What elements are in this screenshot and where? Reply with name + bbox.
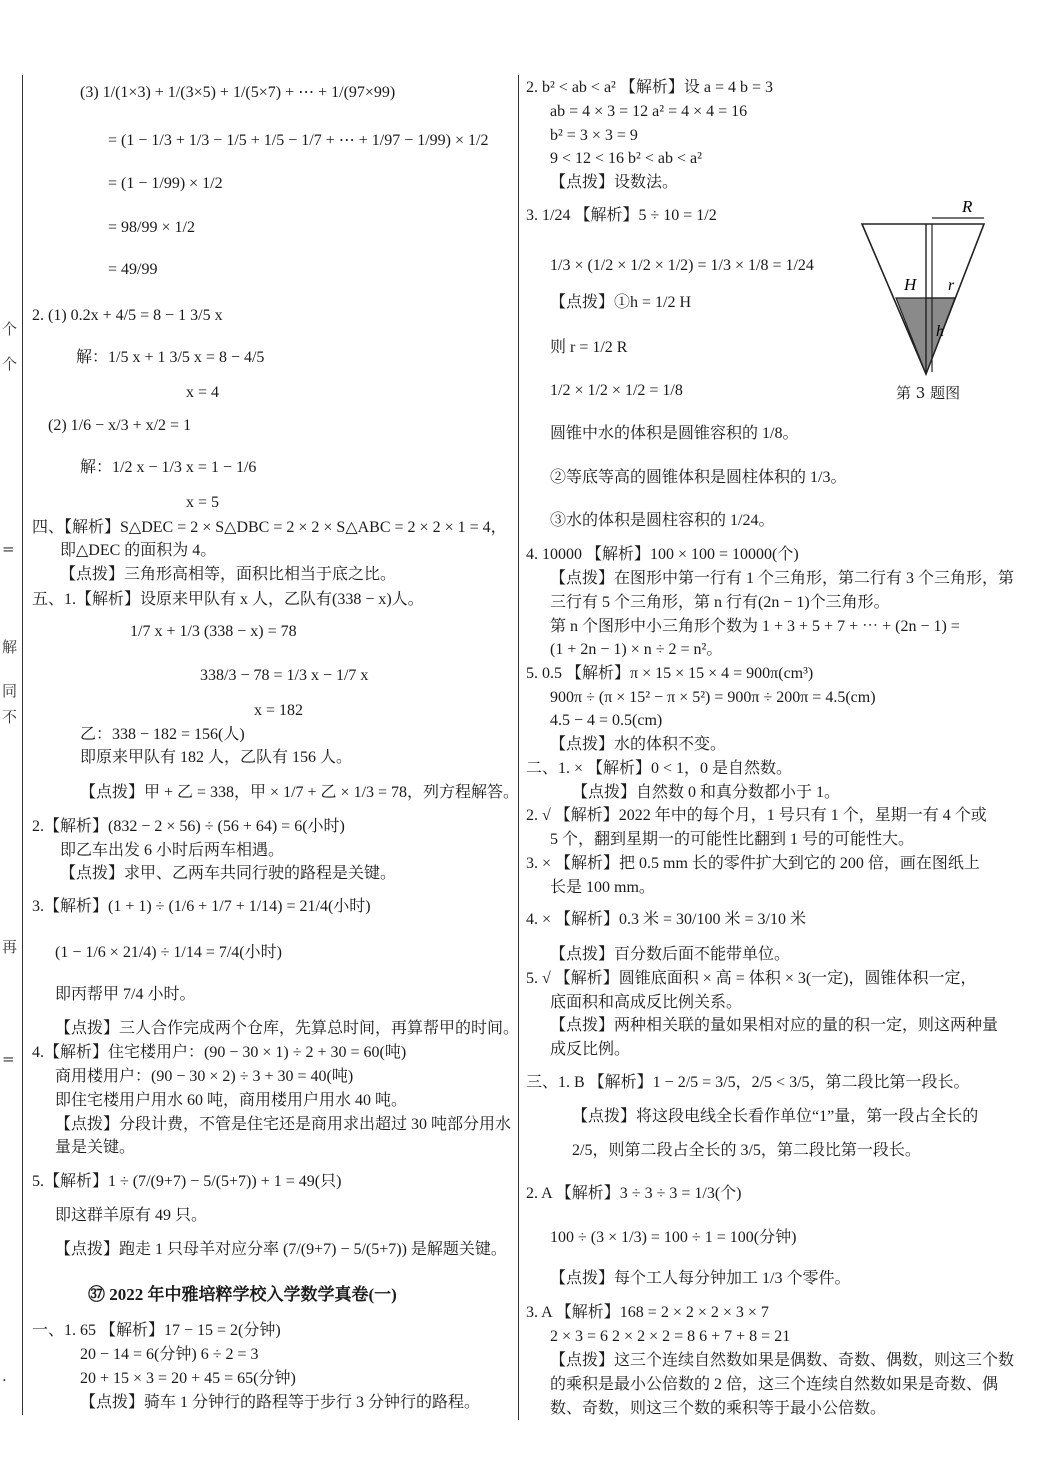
left-line-29: 商用楼用户：(90 − 30 × 2) ÷ 3 + 30 = 40(吨) [55, 1068, 354, 1085]
figure-caption: 第 3 题图 [896, 384, 961, 402]
right-line-8: 则 r = 1/2 R [550, 339, 628, 356]
left-line-3: = 98/99 × 1/2 [108, 219, 195, 236]
label-h: h [936, 323, 944, 340]
right-line-27: 长是 100 mm。 [550, 879, 655, 896]
left-line-24: 3.【解析】(1 + 1) ÷ (1/6 + 1/7 + 1/14) = 21/4(小时) [32, 898, 371, 915]
left-line-19: 即原来甲队有 182 人，乙队有 156 人。 [80, 749, 353, 766]
right-line-15: 三行有 5 个三角形，第 n 行有(2n − 1)个三角形。 [550, 594, 890, 611]
right-line-24: 2. √ 【解析】2022 年中的每个月，1 号只有 1 个，星期一有 4 个或 [526, 807, 987, 824]
right-line-33: 成反比例。 [550, 1041, 631, 1058]
left-line-39: 20 + 15 × 3 = 20 + 45 = 65(分钟) [80, 1370, 296, 1387]
right-line-28: 4. × 【解析】0.3 米 = 30/100 米 = 3/10 米 [526, 911, 806, 928]
left-line-0: (3) 1/(1×3) + 1/(3×5) + 1/(5×7) + ⋯ + 1/(97×99) [80, 84, 396, 101]
left-line-14: 五、1.【解析】设原来甲队有 x 人，乙队有(338 − x)人。 [32, 591, 424, 608]
right-line-6: 1/3 × (1/2 × 1/2 × 1/2) = 1/3 × 1/8 = 1/24 [550, 257, 814, 274]
right-line-31: 底面积和高成反比例关系。 [550, 994, 743, 1011]
right-line-12: ③水的体积是圆柱容积的 1/24。 [550, 512, 775, 529]
label-R: R [962, 197, 973, 216]
left-line-38: 20 − 14 = 6(分钟) 6 ÷ 2 = 3 [80, 1346, 259, 1363]
right-line-25: 5 个，翻到星期一的可能性比翻到 1 号的可能性大。 [550, 831, 915, 848]
left-line-9: 解：1/2 x − 1/3 x = 1 − 1/6 [80, 459, 257, 476]
left-line-7: x = 4 [186, 384, 220, 401]
margin-char-5: 不 [2, 708, 18, 726]
left-line-27: 【点拨】三人合作完成两个仓库，先算总时间，再算帮甲的时间。 [55, 1020, 520, 1037]
margin-char-0: 个 [2, 320, 18, 338]
margin-char-8: . [2, 1367, 7, 1385]
left-line-11: 四、【解析】S△DEC = 2 × S△DBC = 2 × 2 × S△ABC = 2 × 2 × 1 = 4， [32, 519, 507, 536]
right-line-29: 【点拨】百分数后面不能带单位。 [550, 946, 791, 963]
left-line-31: 【点拨】分段计费，不管是住宅还是商用求出超过 30 吨部分用水 [55, 1116, 512, 1133]
cone-figure [856, 196, 996, 386]
left-line-13: 【点拨】三角形高相等，面积比相当于底之比。 [60, 566, 397, 583]
margin-char-2: = [2, 540, 15, 558]
right-line-38: 100 ÷ (3 × 1/3) = 100 ÷ 1 = 100(分钟) [550, 1229, 797, 1246]
left-line-16: 338/3 − 78 = 1/3 x − 1/7 x [200, 667, 369, 684]
left-line-40: 【点拨】骑车 1 分钟行的路程等于步行 3 分钟行的路程。 [80, 1394, 481, 1411]
left-line-15: 1/7 x + 1/3 (338 − x) = 78 [130, 623, 297, 640]
right-line-43: 的乘积是最小公倍数的 2 倍，这三个连续自然数如果是奇数、偶 [550, 1376, 999, 1393]
right-line-7: 【点拨】①h = 1/2 H [550, 294, 692, 311]
left-line-21: 2.【解析】(832 − 2 × 56) ÷ (56 + 64) = 6(小时) [32, 818, 345, 835]
left-line-22: 即乙车出发 6 小时后两车相遇。 [60, 842, 285, 859]
right-line-5: 3. 1/24 【解析】5 ÷ 10 = 1/2 [526, 207, 717, 224]
left-line-4: = 49/99 [108, 261, 158, 278]
left-line-28: 4.【解析】住宅楼用户：(90 − 30 × 1) ÷ 2 + 30 = 60(吨) [32, 1044, 407, 1061]
margin-char-6: 再 [2, 938, 18, 956]
label-r: r [948, 277, 955, 294]
left-line-26: 即丙帮甲 7/4 小时。 [55, 986, 196, 1003]
right-line-44: 数、奇数，则这三个数的乘积等于最小公倍数。 [550, 1400, 887, 1417]
label-H: H [904, 275, 917, 294]
left-line-37: 一、1. 65 【解析】17 − 15 = 2(分钟) [32, 1322, 281, 1339]
left-line-36: ㊲ 2022 年中雅培粹学校入学数学真卷(一) [88, 1285, 397, 1304]
right-line-26: 3. × 【解析】把 0.5 mm 长的零件扩大到它的 200 倍，画在图纸上 [526, 855, 980, 872]
right-line-3: 9 < 12 < 16 b² < ab < a² [550, 150, 702, 167]
right-line-14: 【点拨】在图形中第一行有 1 个三角形，第二行有 3 个三角形，第 [550, 570, 1015, 587]
right-line-39: 【点拨】每个工人每分钟加工 1/3 个零件。 [550, 1270, 851, 1287]
right-line-34: 三、1. B 【解析】1 − 2/5 = 3/5，2/5 < 3/5，第二段比第一段长。 [526, 1074, 970, 1091]
left-line-35: 【点拨】跑走 1 只母羊对应分率 (7/(9+7) − 5/(5+7)) 是解题关键。 [55, 1241, 507, 1258]
right-line-36: 2/5，则第二段占全长的 3/5，第二段比第一段长。 [572, 1142, 921, 1159]
right-line-35: 【点拨】将这段电线全长看作单位“1”量，第一段占全长的 [572, 1108, 979, 1125]
right-line-17: (1 + 2n − 1) × n ÷ 2 = n²。 [550, 641, 723, 658]
left-line-20: 【点拨】甲 + 乙 = 338，甲 × 1/7 + 乙 × 1/3 = 78，列方程解答。 [80, 784, 520, 801]
right-line-22: 二、1. × 【解析】0 < 1，0 是自然数。 [526, 760, 793, 777]
right-line-0: 2. b² < ab < a² 【解析】设 a = 4 b = 3 [526, 79, 773, 96]
right-line-21: 【点拨】水的体积不变。 [550, 736, 727, 753]
right-line-2: b² = 3 × 3 = 9 [550, 127, 638, 144]
right-line-32: 【点拨】两种相关联的量如果相对应的量的积一定，则这两种量 [550, 1017, 999, 1034]
left-line-10: x = 5 [186, 494, 220, 511]
right-line-16: 第 n 个图形中小三角形个数为 1 + 3 + 5 + 7 + ⋯ + (2n − 1) = [550, 618, 960, 635]
left-line-34: 即这群羊原有 49 只。 [55, 1207, 208, 1224]
margin-char-4: 同 [2, 682, 18, 700]
right-line-19: 900π ÷ (π × 15² − π × 5²) = 900π ÷ 200π = 4.5(cm) [550, 689, 876, 706]
right-line-40: 3. A 【解析】168 = 2 × 2 × 2 × 3 × 7 [526, 1304, 769, 1321]
margin-char-3: 解 [2, 638, 18, 656]
right-line-1: ab = 4 × 3 = 12 a² = 4 × 4 = 16 [550, 103, 748, 120]
right-line-37: 2. A 【解析】3 ÷ 3 ÷ 3 = 1/3(个) [526, 1185, 742, 1202]
right-line-10: 圆锥中水的体积是圆锥容积的 1/8。 [550, 425, 799, 442]
margin-char-1: 个 [2, 355, 18, 373]
left-line-12: 即△DEC 的面积为 4。 [60, 542, 217, 559]
right-line-23: 【点拨】自然数 0 和真分数都小于 1。 [572, 784, 841, 801]
right-line-13: 4. 10000 【解析】100 × 100 = 10000(个) [526, 546, 799, 563]
left-line-6: 解：1/5 x + 1 3/5 x = 8 − 4/5 [76, 349, 265, 366]
left-line-5: 2. (1) 0.2x + 4/5 = 8 − 1 3/5 x [32, 307, 223, 324]
left-line-17: x = 182 [254, 702, 304, 719]
right-line-11: ②等底等高的圆锥体积是圆柱体积的 1/3。 [550, 469, 847, 486]
left-line-23: 【点拨】求甲、乙两车共同行驶的路程是关键。 [60, 865, 397, 882]
left-line-32: 量是关键。 [55, 1139, 136, 1156]
left-line-18: 乙：338 − 182 = 156(人) [80, 726, 245, 743]
right-line-42: 【点拨】这三个连续自然数如果是偶数、奇数、偶数，则这三个数 [550, 1352, 1015, 1369]
right-line-18: 5. 0.5 【解析】π × 15 × 15 × 4 = 900π(cm³) [526, 665, 814, 682]
right-line-30: 5. √ 【解析】圆锥底面积 × 高 = 体积 × 3(一定)，圆锥体积一定， [526, 970, 977, 987]
left-line-33: 5.【解析】1 ÷ (7/(9+7) − 5/(5+7)) + 1 = 49(只) [32, 1173, 342, 1190]
left-line-25: (1 − 1/6 × 21/4) ÷ 1/14 = 7/4(小时) [55, 944, 282, 961]
right-line-41: 2 × 3 = 6 2 × 2 × 2 = 8 6 + 7 + 8 = 21 [550, 1328, 791, 1345]
left-column [0, 0, 520, 1478]
margin-char-7: = [2, 1050, 15, 1068]
right-line-9: 1/2 × 1/2 × 1/2 = 1/8 [550, 382, 683, 399]
left-line-8: (2) 1/6 − x/3 + x/2 = 1 [48, 417, 192, 434]
left-line-1: = (1 − 1/3 + 1/3 − 1/5 + 1/5 − 1/7 + ⋯ + 1/97 − 1/99) × 1/2 [108, 132, 489, 149]
right-line-4: 【点拨】设数法。 [550, 174, 679, 191]
left-line-2: = (1 − 1/99) × 1/2 [108, 175, 223, 192]
right-line-20: 4.5 − 4 = 0.5(cm) [550, 712, 663, 729]
left-line-30: 即住宅楼用户用水 60 吨，商用楼用户用水 40 吨。 [55, 1092, 408, 1109]
